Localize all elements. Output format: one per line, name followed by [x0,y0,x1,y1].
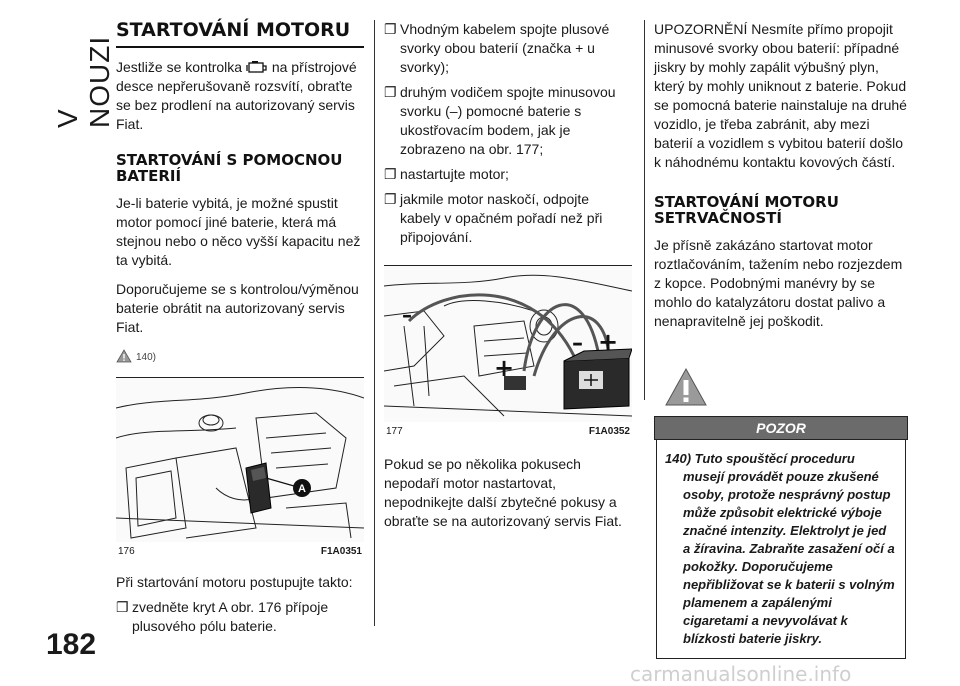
minus-sign-right: – [572,331,583,356]
caution-paragraph: UPOZORNĚNÍ Nesmíte přímo propojit minusové svorky obou baterií: případné jiskry by mohly zapálit výbušný plyn, který by mohly uniknout z baterie. Pokud se pomocná baterie nainstaluje na druhé vozidlo, je třeba zabránit, aby mezi baterií a vozidlem s vybitou baterií došlo k náhodnému kontaktu kovových částí. [654,21,907,170]
checkbox-bullet-icon: ❐ [384,166,397,182]
minus-sign-left: – [402,303,412,327]
procedure-step-5 [384,190,632,247]
column-divider-2 [644,20,645,400]
intro-paragraph [116,58,364,134]
danger-triangle-icon [664,367,708,407]
pozor-heading: POZOR [654,416,908,440]
engine-bay-illustration [116,378,364,542]
procedure-step-1 [116,598,364,636]
warning-triangle-icon [116,349,132,363]
section-tab: V NOUZI [52,35,115,128]
column-2 [384,20,632,531]
figure-177 [384,265,632,441]
warning-reference [116,349,364,363]
pozor-box [656,440,906,659]
figure-176-caption [116,542,364,561]
checkbox-bullet-icon: ❐ [384,21,397,37]
failed-start-paragraph: Pokud se po několika pokusech nepodaří motor nastartovat, nepodnikejte další zbytečné pokusy a obraťte se na autorizovaný servis Fiat. [384,456,622,529]
jumpstart-paragraph-2: Doporučujeme se s kontrolou/výměnou baterie obrátit na autorizovaný servis Fiat. [116,281,359,335]
intro-text-a: Jestliže se kontrolka [116,59,243,75]
procedure-step-4-text: nastartujte motor; [400,166,509,182]
figure-177-code: F1A0352 [588,426,630,437]
intro-text-b: na přístrojové desce nepřerušovaně rozsvítí, obraťte se bez prodlení na autorizovaný servis Fiat. [116,59,357,132]
plus-sign-right: + [598,328,619,356]
column-1 [116,20,364,636]
jump-start-cables-illustration [384,266,632,422]
warning-reference-number: 140) [136,352,157,363]
figure-callout-a: A [298,483,306,495]
section-title: STARTOVÁNÍ MOTORU [116,20,364,48]
procedure-step-3-text: druhým vodičem spojte minusovou svorku (–) pomocné baterie s ukostřovacím bodem, jak je zobrazeno na obr. 177; [400,84,616,157]
checkbox-bullet-icon: ❐ [384,191,397,207]
plus-sign-left: + [494,354,515,382]
procedure-step-5-text: jakmile motor naskočí, odpojte kabely v opačném pořadí než při připojování. [400,191,603,245]
figure-177-number: 177 [386,426,403,437]
jumpstart-paragraph-1: Je-li baterie vybitá, je možné spustit motor pomocí jiné baterie, která má stejnou nebo o něco vyšší kapacitu než ta vybitá. [116,195,361,268]
procedure-step-4 [384,165,632,184]
figure-176 [116,377,364,561]
watermark: carmanualsonline.info [630,662,852,686]
procedure-step-1-text: zvedněte kryt A obr. 176 přípoje plusového pólu baterie. [132,599,329,634]
pozor-item-text: Tuto spouštěcí proceduru musejí provádět pouze zkušené osoby, protože nesprávný postup může způsobit elektrické výboje značné intenzity. Elektrolyt je jed a žíravina. Zabraňte zasažení očí a pokožky. Doporučujeme nepřibližovat se k baterii s volným plamenem a zapálenými cigaretami a nevyvolávat k blízkosti baterie jiskry. [683,451,895,646]
page-number: 182 [46,628,97,661]
procedure-step-2-text: Vhodným kabelem spojte plusové svorky obou baterií (značka + u svorky); [400,21,610,75]
checkbox-bullet-icon: ❐ [116,599,129,615]
figure-176-code: F1A0351 [320,546,362,557]
checkbox-bullet-icon: ❐ [384,84,397,100]
engine-warning-lamp-icon [246,60,268,74]
pozor-item [665,450,897,648]
figure-177-caption [384,422,632,441]
subsection-title-jumpstart: STARTOVÁNÍ S POMOCNOU BATERIÍ [116,151,343,185]
procedure-step-2 [384,20,632,77]
procedure-intro: Při startování motoru postupujte takto: [116,574,353,590]
figure-176-number: 176 [118,546,135,557]
pozor-item-number: 140) [665,451,692,466]
subsection-title-push-start: STARTOVÁNÍ MOTORU SETRVAČNOSTÍ [654,193,839,227]
procedure-step-3 [384,83,632,159]
push-start-paragraph: Je přísně zakázáno startovat motor roztlačováním, tažením nebo rozjezdem z kopce. Podobnými manévry by se mohlo do katalyzátoru dostat palivo a nenapravitelně jej poškodit. [654,237,903,329]
column-3 [654,20,908,659]
column-divider-1 [374,20,375,626]
